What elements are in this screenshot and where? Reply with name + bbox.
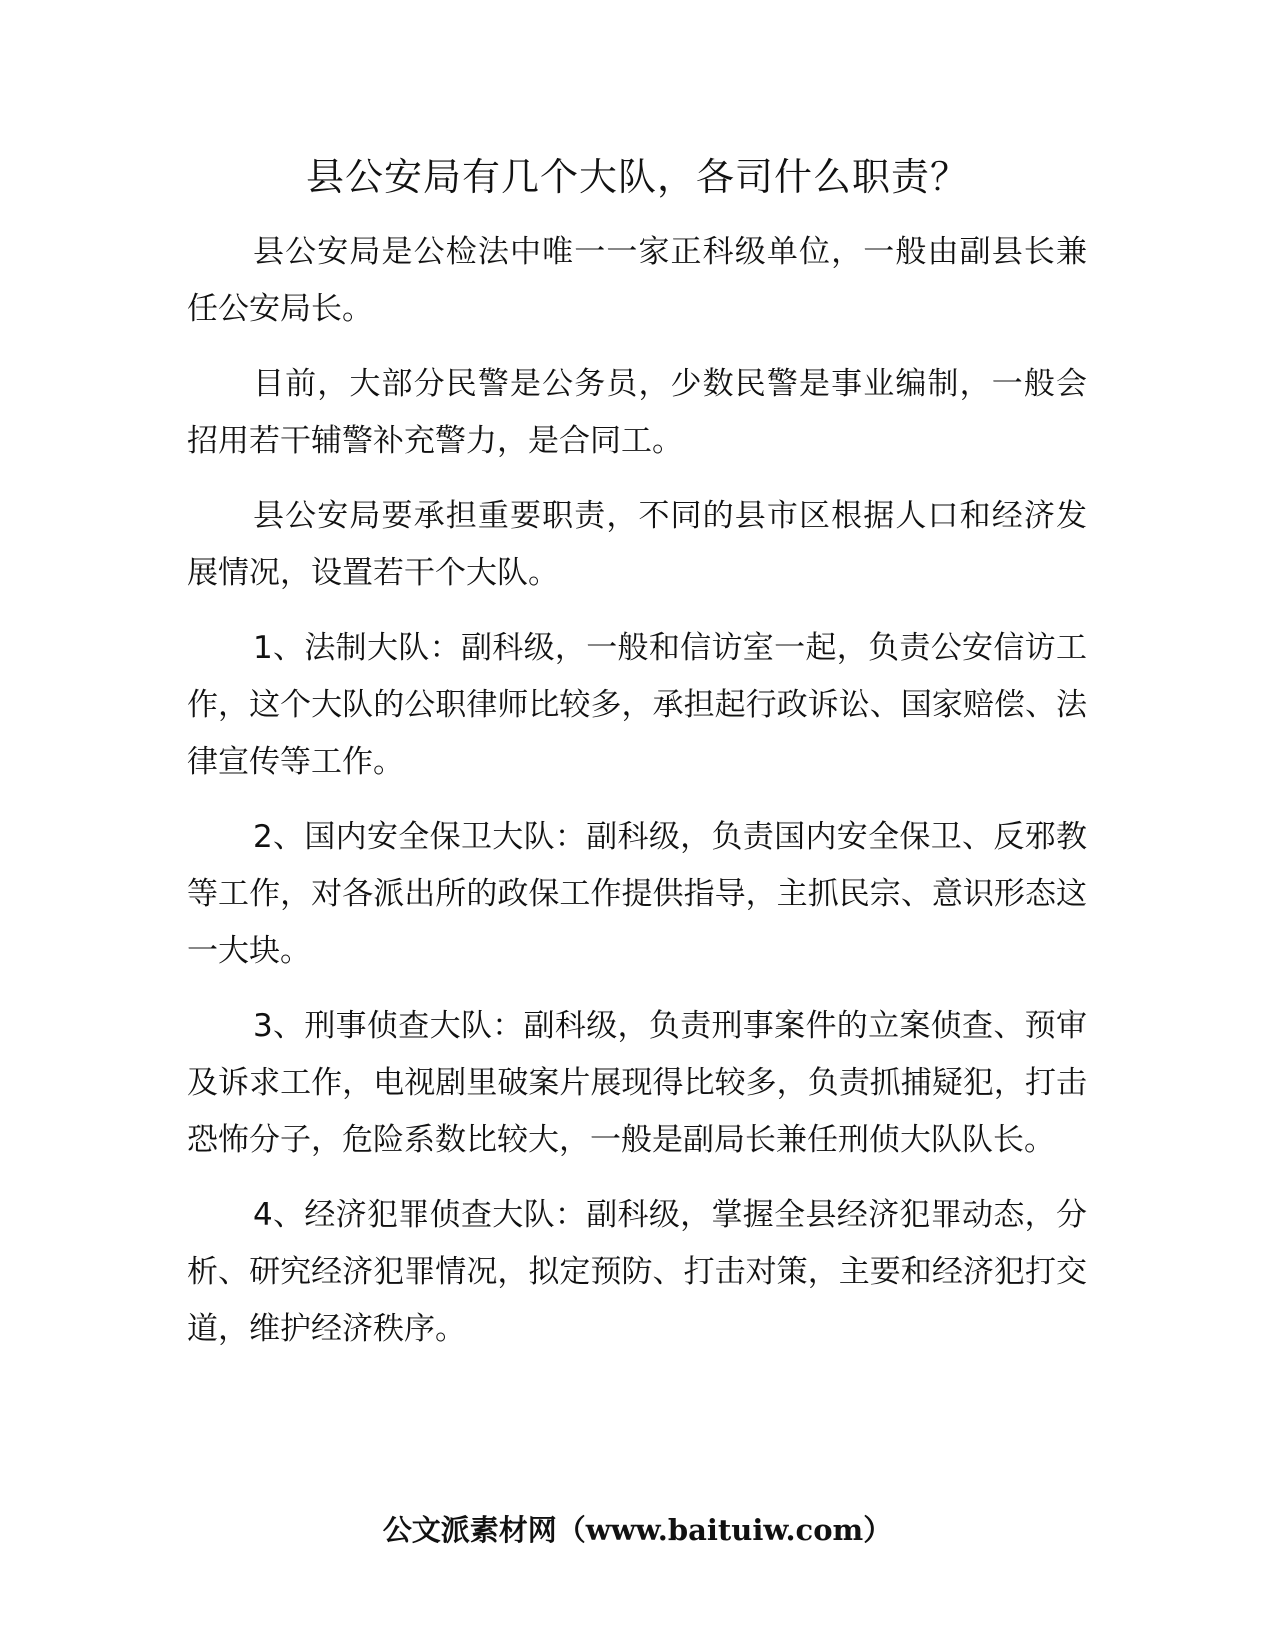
- paragraph-domestic-security-brigade: 2、国内安全保卫大队：副科级，负责国内安全保卫、反邪教等工作，对各派出所的政保工作提供指导，主抓民宗、意识形态这一大块。: [187, 819, 1087, 969]
- paragraph-intro: 县公安局是公检法中唯一一家正科级单位，一般由副县长兼任公安局长。: [187, 234, 1087, 327]
- paragraph-criminal-investigation-brigade: 3、刑事侦查大队：副科级，负责刑事案件的立案侦查、预审及诉求工作，电视剧里破案片展现得比较多，负责抓捕疑犯，打击恐怖分子，危险系数比较大，一般是副局长兼任刑侦大队队长。: [187, 1008, 1087, 1158]
- paragraph-economic-crime-brigade: 4、经济犯罪侦查大队：副科级，掌握全县经济犯罪动态，分析、研究经济犯罪情况，拟定预防、打击对策，主要和经济犯打交道，维护经济秩序。: [187, 1197, 1087, 1347]
- paragraph-brigades-overview: 县公安局要承担重要职责，不同的县市区根据人口和经济发展情况，设置若干个大队。: [187, 498, 1087, 591]
- document-body: [187, 224, 1087, 1376]
- source-footer: 公文派素材网（www.baituiw.com）: [382, 1513, 893, 1547]
- paragraph-legal-brigade: 1、法制大队：副科级，一般和信访室一起，负责公安信访工作，这个大队的公职律师比较多，承担起行政诉讼、国家赔偿、法律宣传等工作。: [187, 630, 1087, 780]
- document-title: 县公安局有几个大队，各司什么职责？: [305, 155, 969, 199]
- paragraph-staffing: 目前，大部分民警是公务员，少数民警是事业编制，一般会招用若干辅警补充警力，是合同工。: [187, 366, 1087, 459]
